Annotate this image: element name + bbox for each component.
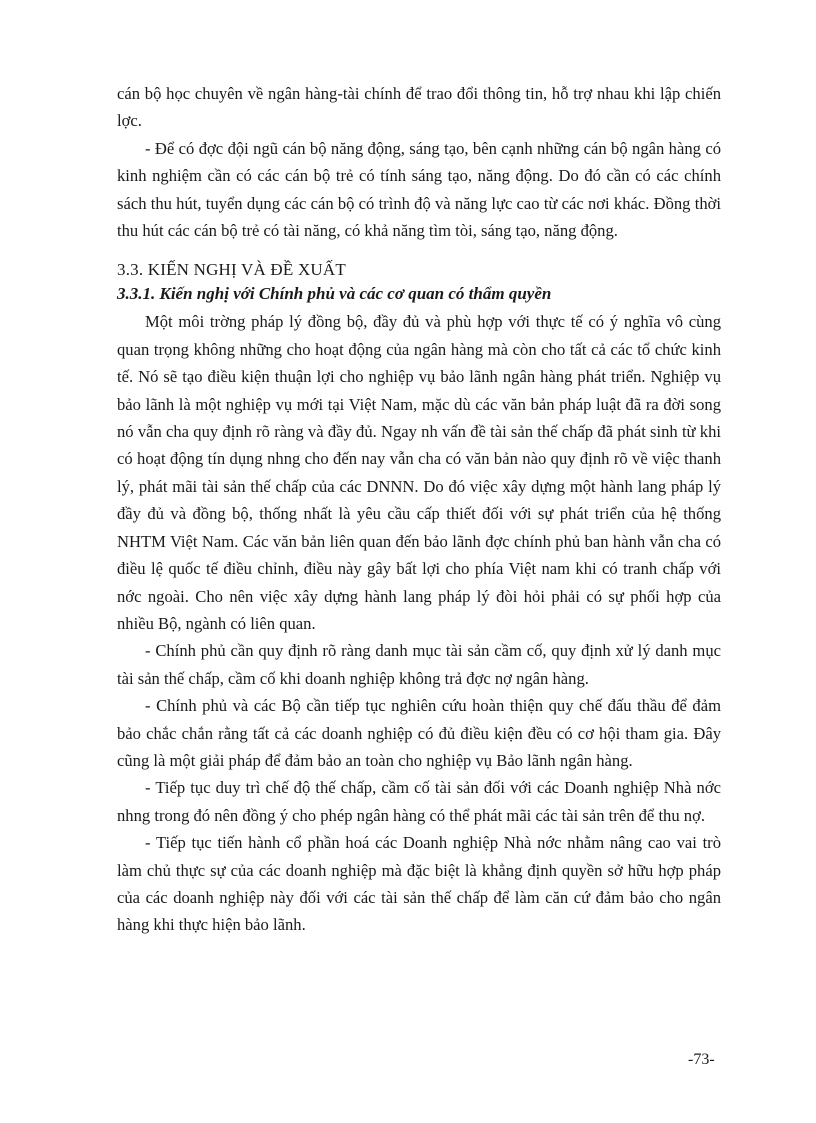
paragraph-bidding-rules: - Chính phủ và các Bộ cần tiếp tục nghiên cứu hoàn thiện quy chế đấu thầu để đảm bảo chắc chắn rằng tất cả các doanh nghiệp có đủ điều kiện đều có cơ hội tham gia. Đây cũng là một giải pháp để đảm bảo an toàn cho nghiệp vụ Bảo lãnh ngân hàng. [117, 696, 721, 770]
page-number: -73- [688, 1051, 715, 1068]
subsection-heading: 3.3.1. Kiến nghị với Chính phủ và các cơ quan có thẩm quyền [117, 284, 552, 304]
paragraph-equitization: - Tiếp tục tiến hành cổ phần hoá các Doanh nghiệp Nhà nớc nhằm nâng cao vai trò làm chủ thực sự của các doanh nghiệp mà đặc biệt là khẳng định quyền sở hữu hợp pháp của các doanh nghiệp này đối với các tài sản thế chấp để làm căn cứ đảm bảo cho ngân hàng khi thực hiện bảo lãnh. [117, 833, 721, 935]
paragraph-mortgage-regime: - Tiếp tục duy trì chế độ thế chấp, cầm cố tài sản đối với các Doanh nghiệp Nhà nớc nhng trong đó nên đồng ý cho phép ngân hàng có thể phát mãi các tài sản trên để thu nợ. [117, 778, 721, 825]
paragraph-collateral-list: - Chính phủ cần quy định rõ ràng danh mục tài sản cầm cố, quy định xử lý danh mục tài sản thế chấp, cầm cố khi doanh nghiệp không trả đợc nợ ngân hàng. [117, 641, 721, 688]
paragraph-staff-recruitment: - Để có đợc đội ngũ cán bộ năng động, sáng tạo, bên cạnh những cán bộ ngân hàng có kinh nghiệm cần có các cán bộ trẻ có tính sáng tạo, năng động. Do đó cần có các chính sách thu hút, tuyển dụng các cán bộ có trình độ và năng lực cao từ các nơi khác. Đồng thời thu hút các cán bộ trẻ có tài năng, có khả năng tìm tòi, sáng tạo, năng động. [117, 138, 721, 241]
paragraph-legal-environment: Một môi trờng pháp lý đồng bộ, đầy đủ và phù hợp với thực tế có ý nghĩa vô cùng quan trọng không những cho hoạt động của ngân hàng mà còn cho tất cả các tổ chức kinh tế. Nó sẽ tạo điều kiện thuận lợi cho nghiệp vụ bảo lãnh ngân hàng phát triển. Nghiệp vụ bảo lãnh là một nghiệp vụ mới tại Việt Nam, mặc dù các văn bản pháp luật đã ra đời song nó vẫn cha quy định rõ ràng và đầy đủ. Ngay nh vấn đề tài sản thế chấp đã phát sinh từ khi có hoạt động tín dụng nhng cho đến nay vẫn cha có văn bản nào quy định rõ về việc thanh lý, phát mãi tài sản thế chấp của các DNNN. Do đó việc xây dựng một hành lang pháp lý đầy đủ và đồng bộ, thống nhất là yêu cầu cấp thiết đối với sự phát triển của hệ thống NHTM Việt Nam. Các văn bản liên quan đến bảo lãnh đợc chính phủ ban hành vẫn cha có điều lệ quốc tế điều chỉnh, điều này gây bất lợi cho phía Việt nam khi có tranh chấp với nớc ngoài. Cho nên việc xây dựng hành lang pháp lý đòi hỏi phải có sự phối hợp của nhiều Bộ, ngành có liên quan. [117, 312, 721, 633]
paragraph-continuation: cán bộ học chuyên về ngân hàng-tài chính để trao đổi thông tin, hỗ trợ nhau khi lập chiến lợc. [117, 84, 721, 131]
section-heading: 3.3. KIẾN NGHỊ VÀ ĐỀ XUẤT [117, 260, 346, 280]
document-page [117, 80, 721, 939]
